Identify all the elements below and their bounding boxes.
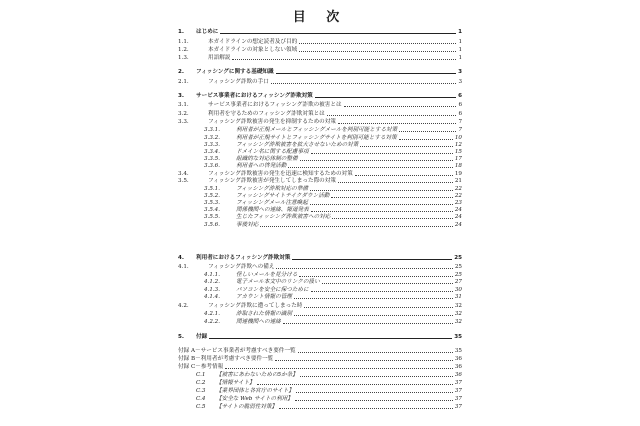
toc-entry-number: 1. (178, 29, 185, 35)
toc-entry-page: 6 (458, 93, 462, 99)
leader-dots (225, 368, 453, 369)
toc-entry-title: 付録 (196, 334, 208, 340)
toc-entry-number: 3.3.2. (204, 135, 221, 141)
toc-entry-title: フィッシング詐欺被害を拡大させないための対策 (236, 142, 359, 148)
toc-entry[interactable] (204, 162, 462, 170)
leader-dots (355, 175, 453, 176)
toc-entry-title: 利用者への啓発活動 (236, 163, 287, 169)
toc-entry-title: フィッシング詐欺対応の準備 (236, 186, 309, 192)
toc-entry-title: 組織的な対応体制の整備 (236, 156, 298, 162)
toc-entry[interactable] (178, 254, 462, 262)
toc-entry[interactable] (196, 403, 462, 411)
toc-entry-title: フィッシングサイトテイクダウン活動 (236, 193, 330, 199)
toc-entry-number: 4.1.4. (204, 294, 221, 300)
leader-dots (304, 307, 452, 308)
leader-dots (232, 59, 456, 60)
leader-dots (283, 323, 453, 324)
toc-entry-page: 1 (458, 29, 462, 35)
toc-entry[interactable] (204, 318, 462, 326)
toc-entry-title: 【安全な Web サイトの利用】 (216, 396, 293, 402)
toc-entry-number: 4. (178, 255, 185, 261)
toc-entry-page: 32 (454, 303, 462, 309)
toc-entry-number: 3. (178, 93, 185, 99)
toc-entry-title: 本ガイドラインの対象としない領域 (208, 47, 298, 53)
toc-entry-number: 3.1. (178, 102, 189, 108)
toc-entry-page: 10 (454, 135, 462, 141)
leader-dots (338, 182, 453, 183)
toc-entry-title: 付録 B－利用者が考慮すべき要件一覧 (178, 356, 274, 362)
leader-dots (295, 400, 453, 401)
toc-entry-page: 36 (454, 372, 462, 378)
leader-dots (300, 160, 453, 161)
leader-dots (257, 384, 453, 385)
leader-dots (292, 259, 452, 260)
toc-entry-page: 25 (454, 255, 462, 261)
toc-entry-page: 24 (454, 222, 462, 228)
toc-entry-number: 1.3. (178, 55, 189, 61)
toc-entry-title: はじめに (196, 29, 219, 35)
toc-entry-number: 1.2. (178, 47, 189, 53)
toc-entry-number: 4.1. (178, 264, 189, 270)
toc-entry[interactable] (178, 347, 462, 355)
toc-entry-page: 36 (454, 356, 462, 362)
toc-entry-number: 4.1.2. (204, 279, 221, 285)
toc-entry-title: 詐取された情報の識別 (236, 311, 292, 317)
toc-entry-page: 32 (454, 311, 462, 317)
toc-entry-title: フィッシング詐欺に遭ってしまった時 (208, 303, 303, 309)
toc-entry-number: 4.1.1. (204, 272, 221, 278)
toc-entry-title: 【サイトの脆弱性対策】 (216, 404, 278, 410)
toc-entry-title: フィッシングに関する基礎知識 (196, 69, 274, 75)
leader-dots (276, 268, 452, 269)
leader-dots (299, 51, 456, 52)
leader-dots (288, 167, 453, 168)
toc-entry-title: 用語解説 (208, 55, 231, 61)
toc-entry-number: 3.5.5. (204, 214, 221, 220)
toc-entry[interactable] (204, 293, 462, 301)
toc-entry-page: 7 (458, 127, 462, 133)
leader-dots (311, 291, 453, 292)
toc-entry-page: 35 (454, 348, 462, 354)
toc-entry-page: 35 (454, 334, 462, 340)
toc-entry-title: 付録 A－サービス事業者が考慮すべき要件一覧 (178, 348, 296, 354)
toc-entry-number: 3.4. (178, 171, 189, 177)
toc-entry-title: フィッシング詐欺被害の発生を抑制するための対策 (208, 119, 336, 125)
toc-entry[interactable] (178, 54, 462, 62)
toc-entry[interactable] (204, 126, 462, 134)
toc-entry[interactable] (178, 46, 462, 54)
toc-entry-title: 利用者を守るためのフィッシング詐欺対策とは (208, 111, 325, 117)
toc-entry-title: 利用者が正規メールとフィッシングメールを判別可能とする対策 (236, 127, 398, 133)
toc-entry-page: 6 (458, 111, 462, 117)
toc-entry-page: 24 (454, 214, 462, 220)
toc-entry-number: 4.2.1. (204, 311, 221, 317)
toc-entry-number: 3.5.6. (204, 222, 221, 228)
toc-entry-title: フィッシング詐欺への備え (208, 264, 275, 270)
toc-entry-title: 【業界団体と各官庁のサイト】 (216, 388, 294, 394)
toc-entry[interactable] (178, 263, 462, 271)
toc-entry-number: 3.5.2. (204, 193, 221, 199)
toc-entry-page: 36 (454, 364, 462, 370)
toc-entry[interactable] (178, 68, 462, 76)
toc-entry-page: 27 (454, 279, 462, 285)
toc-entry[interactable] (178, 177, 462, 185)
leader-dots (322, 283, 453, 284)
leader-dots (327, 115, 457, 116)
leader-dots (271, 83, 457, 84)
toc-entry-number: 3.3.4. (204, 149, 221, 155)
leader-dots (299, 276, 452, 277)
toc-entry-page: 6 (458, 102, 462, 108)
toc-entry-number: 5. (178, 334, 185, 340)
toc-entry-number: 3.5.1. (204, 186, 221, 192)
toc-entry-number: 3.3.3. (204, 142, 221, 148)
toc-entry-title: 【情報サイト】 (216, 380, 255, 386)
toc-entry[interactable] (204, 213, 462, 221)
toc-entry-title: 怪しいメールを見分ける (236, 272, 298, 278)
leader-dots (260, 226, 452, 227)
toc-entry[interactable] (178, 355, 462, 363)
toc-entry-number: 4.1.3. (204, 287, 221, 293)
toc-entry-title: 利用者におけるフィッシング詐欺対策 (196, 255, 291, 261)
leader-dots (294, 298, 453, 299)
toc-entry-title: フィッシングメール注意喚起 (236, 200, 308, 206)
toc-entry-number: 3.5.4. (204, 207, 221, 213)
toc-entry-page: 1 (458, 55, 462, 61)
toc-entry-number: 3.5.3. (204, 200, 221, 206)
toc-entry-page: 37 (454, 396, 462, 402)
toc-entry-title: フィッシング詐欺の手口 (208, 79, 269, 85)
leader-dots (315, 97, 456, 98)
toc-entry-number: 4.2. (178, 303, 189, 309)
toc-entry-page: 19 (454, 171, 462, 177)
leader-dots (310, 190, 453, 191)
toc-entry-title: 事後対応 (236, 222, 259, 228)
toc-entry-page: 12 (454, 142, 462, 148)
toc-entry[interactable] (178, 302, 462, 310)
toc-entry-page: 37 (454, 388, 462, 394)
toc-entry[interactable] (178, 28, 462, 36)
toc-entry[interactable] (178, 363, 462, 371)
leader-dots (399, 139, 453, 140)
toc-entry-page: 22 (454, 193, 462, 199)
toc-entry-number: 3.3.6. (204, 163, 221, 169)
toc-entry-number: C.5 (196, 404, 206, 410)
toc-entry-number: C.2 (196, 380, 206, 386)
toc-entry[interactable] (178, 92, 462, 100)
toc-entry-page: 37 (454, 380, 462, 386)
leader-dots (311, 211, 453, 212)
toc-entry-title: 本ガイドラインの想定読者及び目的 (208, 39, 298, 45)
leader-dots (360, 146, 453, 147)
leader-dots (298, 352, 453, 353)
leader-dots (276, 73, 456, 74)
toc-entry-title: 【被害にあわないための5か条】 (216, 372, 298, 378)
leader-dots (311, 153, 453, 154)
toc-entry-number: 1.1. (178, 39, 189, 45)
toc-entry-number: 3.2. (178, 111, 189, 117)
toc-entry-page: 3 (458, 69, 462, 75)
toc-entry-number: 4.2.2. (204, 319, 221, 325)
toc-entry-page: 17 (454, 156, 462, 162)
leader-dots (310, 204, 453, 205)
toc-entry-title: フィッシング詐欺被害の発生を迅速に検知するための対策 (208, 171, 353, 177)
leader-dots (344, 106, 457, 107)
leader-dots (209, 338, 452, 339)
toc-entry-number: 3.5. (178, 178, 189, 184)
toc-entry-title: パソコンを安全に保つために (236, 287, 309, 293)
toc-entry-number: 2. (178, 69, 185, 75)
toc-entry-number: 3.3.1. (204, 127, 221, 133)
toc-entry-number: C.1 (196, 372, 206, 378)
leader-dots (331, 197, 452, 198)
toc-entry-title: 電子メール本文中のリンクの扱い (236, 279, 320, 285)
toc-entry[interactable] (196, 395, 462, 403)
toc-entry-number: 3.3. (178, 119, 189, 125)
toc-entry[interactable] (196, 371, 462, 379)
toc-entry-page: 31 (454, 294, 462, 300)
toc-entry[interactable] (178, 333, 462, 341)
toc-entry[interactable] (204, 221, 462, 229)
page-title: 目 次 (292, 10, 348, 25)
toc-entry-title: サービス事業者におけるフィッシング詐欺の被害とは (208, 102, 342, 108)
toc-entry-page: 21 (454, 178, 462, 184)
toc-entry-page: 37 (454, 404, 462, 410)
toc-entry-page: 23 (454, 200, 462, 206)
toc-entry-page: 24 (454, 207, 462, 213)
toc-entry-page: 1 (458, 47, 462, 53)
toc-entry[interactable] (196, 379, 462, 387)
toc-entry-page: 32 (454, 319, 462, 325)
toc-entry-title: アカウント情報の管理 (236, 294, 292, 300)
leader-dots (296, 392, 453, 393)
leader-dots (294, 315, 453, 316)
toc-entry-title: フィッシング詐欺被害が発生してしまった際の対策 (208, 178, 336, 184)
toc-entry-page: 22 (454, 186, 462, 192)
toc-entry-title: 関係機関への連絡、報道発表 (236, 207, 309, 213)
toc-entry-page: 25 (454, 272, 462, 278)
leader-dots (220, 33, 456, 34)
leader-dots (300, 376, 453, 377)
toc-entry-page: 18 (454, 163, 462, 169)
toc-entry[interactable] (178, 101, 462, 109)
toc-entry[interactable] (178, 110, 462, 118)
toc-entry-title: 生じたフィッシング詐欺被害への対応 (236, 214, 331, 220)
toc-entry[interactable] (178, 118, 462, 126)
toc-entry-number: 2.1. (178, 79, 189, 85)
toc-entry-title: 付録 C－参考情報 (178, 364, 224, 370)
toc-entry[interactable] (204, 278, 462, 286)
toc-entry-page: 15 (454, 149, 462, 155)
toc-entry-title: ドメイン名に関する配慮事項 (236, 149, 309, 155)
toc-entry-page: 7 (458, 119, 462, 125)
leader-dots (332, 218, 452, 219)
toc-entry-number: 3.3.5. (204, 156, 221, 162)
toc-entry-number: C.4 (196, 396, 206, 402)
toc-entry[interactable] (196, 387, 462, 395)
leader-dots (279, 408, 453, 409)
toc-entry-title: 利用者が正規サイトとフィッシングサイトを判別可能とする対策 (236, 135, 397, 141)
toc-entry-page: 1 (458, 39, 462, 45)
leader-dots (299, 43, 456, 44)
toc-entry[interactable] (204, 310, 462, 318)
toc-entry-title: サービス事業者におけるフィッシング詐欺対策 (196, 93, 313, 99)
leader-dots (338, 123, 456, 124)
toc-entry-page: 30 (454, 287, 462, 293)
toc-entry-page: 3 (458, 79, 462, 85)
toc-entry-page: 25 (454, 264, 462, 270)
leader-dots (399, 131, 456, 132)
toc-entry[interactable] (178, 38, 462, 46)
leader-dots (275, 360, 453, 361)
toc-entry-title: 関連機関への連絡 (236, 319, 281, 325)
toc-entry[interactable] (178, 78, 462, 86)
toc-entry-number: C.3 (196, 388, 206, 394)
